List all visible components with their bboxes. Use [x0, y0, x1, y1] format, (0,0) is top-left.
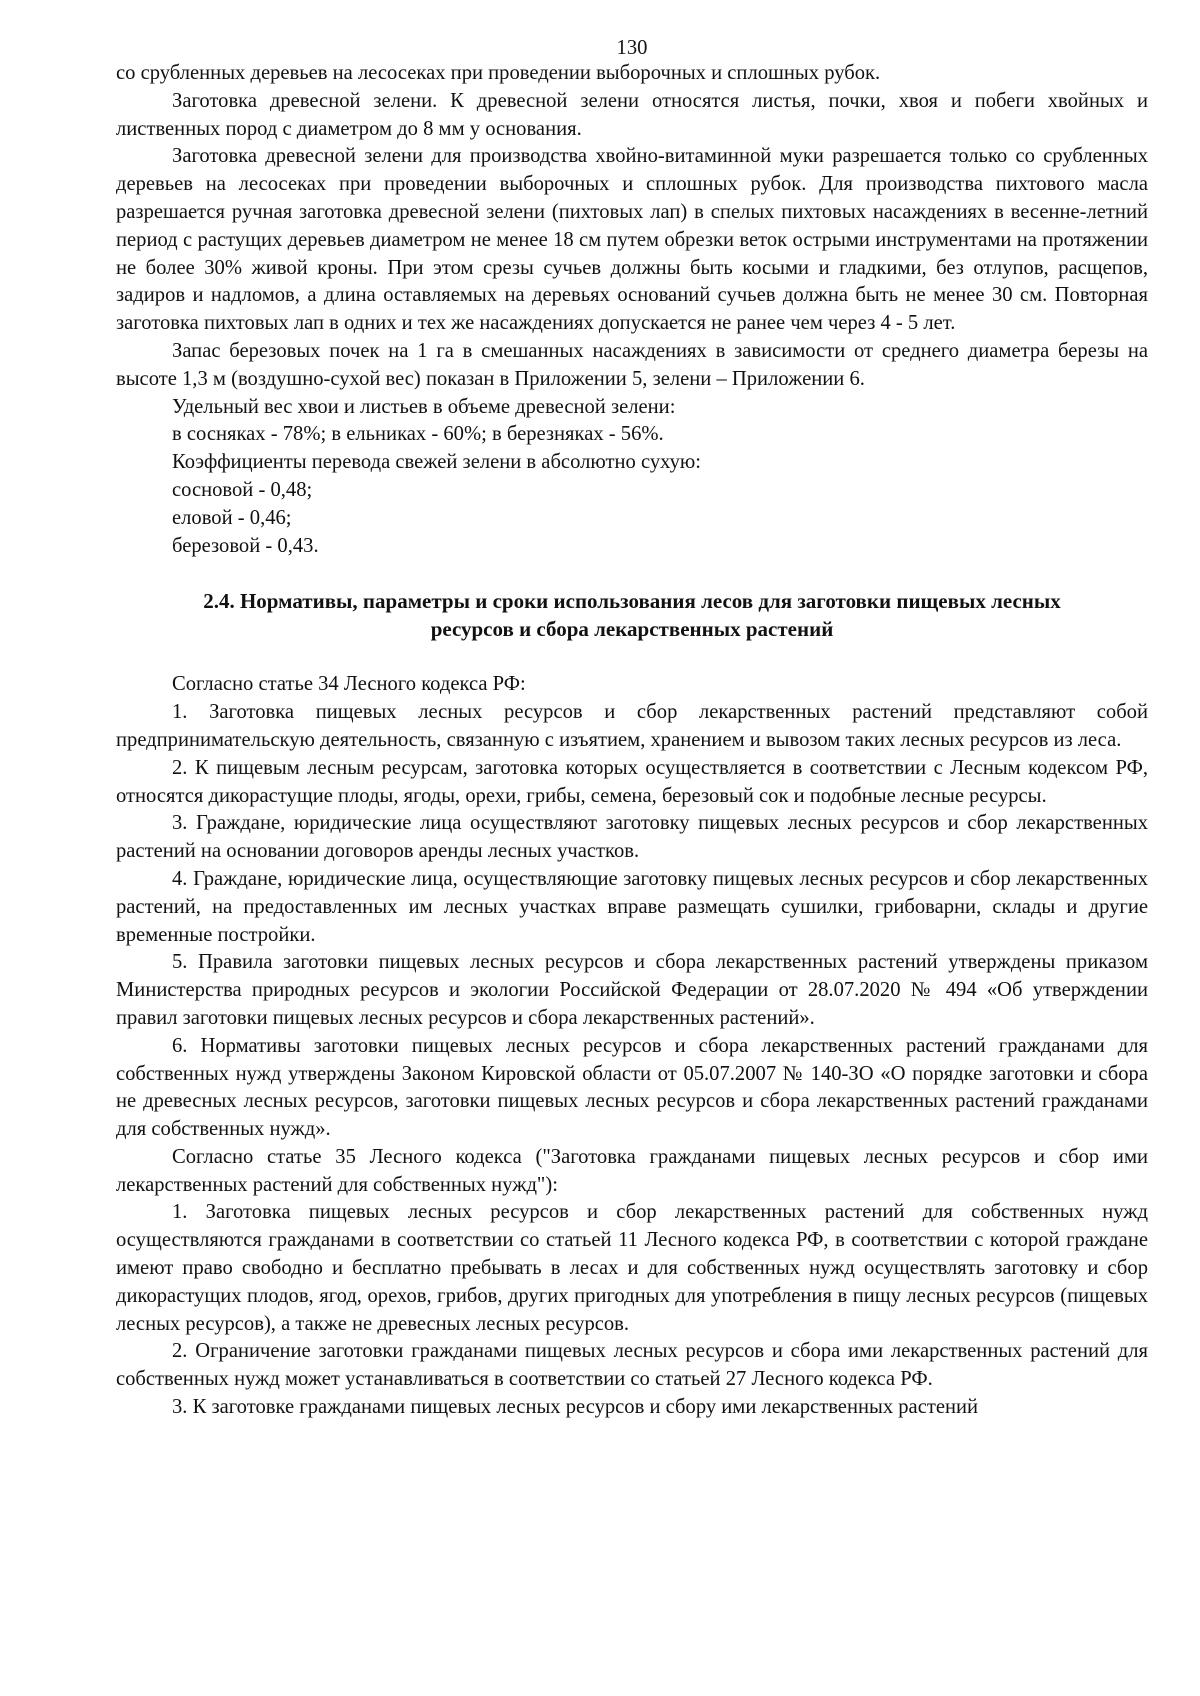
page-number: 130 [616, 37, 648, 59]
section-heading [116, 587, 1148, 643]
paragraph: Заготовка древесной зелени для производства хвойно-витаминной муки разрешается только со срубленных деревьев на лесосеках при проведении выборочных и сплошных рубок. Для производства пихтового масла разрешается ручная заготовка древесной зелени (пихтовых лап) в спелых пихтовых насаждениях в весенне-летний период с растущих деревьев диаметром не менее 18 см путем обрезки веток острыми инструментами на протяжении не более 30% живой кроны. При этом срезы сучьев должны быть косыми и гладкими, без отлупов, расщепов, задиров и надломов, а длина оставляемых на деревьях оснований сучьев должна быть не менее 30 см. Повторная заготовка пихтовых лап в одних и тех же насаждениях допускается не ранее чем через 4 - 5 лет. [116, 145, 1148, 335]
paragraph: 4. Граждане, юридические лица, осуществляющие заготовку пищевых лесных ресурсов и сбор лекарственных растений, на предоставленных им лесных участках вправе размещать сушилки, грибоварни, склады и другие временные постройки. [116, 867, 1148, 946]
paragraph: 3. К заготовке гражданами пищевых лесных ресурсов и сбору ими лекарственных растений [172, 1396, 979, 1419]
paragraph: 2. К пищевым лесным ресурсам, заготовка которых осуществляется в соответствии с Лесным кодексом РФ, относятся дикорастущие плоды, ягоды, орехи, грибы, семена, березовый сок и подобные лесные ресурсы. [116, 756, 1148, 807]
list-line: в сосняках - 78%; в ельниках - 60%; в березняках - 56%. [172, 423, 664, 446]
paragraph: 1. Заготовка пищевых лесных ресурсов и сбор лекарственных растений для собственных нужд осуществляются гражданами в соответствии со статьей 11 Лесного кодекса РФ, в соответствии с которой граждане имеют право свободно и бесплатно пребывать в лесах и для собственных нужд осуществлять заготовку и сбор дикорастущих плодов, ягод, орехов, грибов, других пригодных для употребления в пищу лесных ресурсов (пищевых лесных ресурсов), а также не древесных лесных ресурсов. [116, 1201, 1148, 1335]
list-line: Удельный вес хвои и листьев в объеме древесной зелени: [172, 395, 676, 418]
list-line: еловой - 0,46; [172, 506, 292, 529]
paragraph: 1. Заготовка пищевых лесных ресурсов и сбор лекарственных растений представляют собой предпринимательскую деятельность, связанную с изъятием, хранением и вывозом таких лесных ресурсов из леса. [116, 701, 1148, 751]
section-heading-line: 2.4. Нормативы, параметры и сроки использования лесов для заготовки пищевых лесных [203, 589, 1061, 614]
list-line: сосновой - 0,48; [172, 478, 313, 501]
paragraph: Согласно статье 35 Лесного кодекса ("Заготовка гражданами пищевых лесных ресурсов и сбор ими лекарственных растений для собственных нужд"): [116, 1145, 1148, 1196]
paragraph: 3. Граждане, юридические лица осуществляют заготовку пищевых лесных ресурсов и сбор лекарственных растений на основании договоров аренды лесных участков. [116, 812, 1148, 863]
paragraph: 6. Нормативы заготовки пищевых лесных ресурсов и сбора лекарственных растений гражданами для собственных нужд утверждены Законом Кировской области от 05.07.2007 № 140-ЗО «О порядке заготовки и сбора не древесных лесных ресурсов, заготовки пищевых лесных ресурсов и сбора лекарственных растений гражданами для собственных нужд». [116, 1034, 1148, 1141]
document-page [116, 36, 1148, 1422]
paragraph: 2. Ограничение заготовки гражданами пищевых лесных ресурсов и сбора ими лекарственных растений для собственных нужд может устанавливаться в соответствии со статьей 27 Лесного кодекса РФ. [116, 1340, 1148, 1391]
paragraph-continuation: со срубленных деревьев на лесосеках при проведении выборочных и сплошных рубок. [116, 62, 881, 84]
paragraph: Запас березовых почек на 1 га в смешанных насаждениях в зависимости от среднего диаметра березы на высоте 1,3 м (воздушно-сухой вес) показан в Приложении 5, зелени – Приложении 6. [116, 339, 1148, 390]
list-line: Коэффициенты перевода свежей зелени в абсолютно сухую: [172, 451, 702, 474]
list-line: березовой - 0,43. [172, 534, 319, 557]
paragraph: 5. Правила заготовки пищевых лесных ресурсов и сбора лекарственных растений утверждены приказом Министерства природных ресурсов и экологии Российской Федерации от 28.07.2020 № 494 «Об утверждении правил заготовки пищевых лесных ресурсов и сбора лекарственных растений». [116, 951, 1148, 1029]
section-heading-line: ресурсов и сбора лекарственных растений [430, 617, 834, 642]
paragraph: Заготовка древесной зелени. К древесной зелени относятся листья, почки, хвоя и побеги хвойных и лиственных пород с диаметром до 8 мм у основания. [116, 89, 1148, 140]
paragraph: Согласно статье 34 Лесного кодекса РФ: [172, 673, 526, 696]
